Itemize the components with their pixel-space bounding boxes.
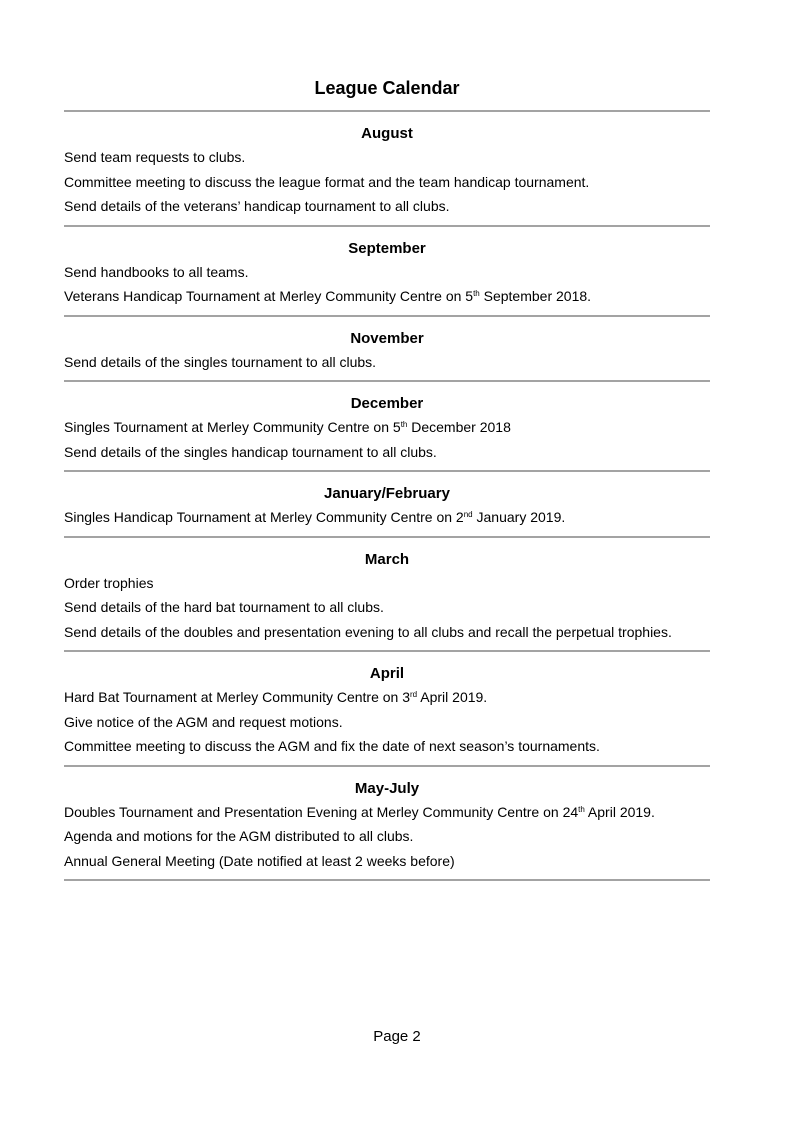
- section-heading: May-July: [354, 779, 420, 797]
- list-item: Singles Tournament at Merley Community Centre on 5th December 2018: [64, 419, 511, 435]
- section-heading: March: [364, 550, 410, 568]
- list-item: Hard Bat Tournament at Merley Community Centre on 3rd April 2019.: [64, 689, 488, 705]
- list-item: Give notice of the AGM and request motions.: [64, 713, 343, 730]
- list-item: Order trophies: [64, 574, 154, 591]
- list-item: Singles Handicap Tournament at Merley Community Centre on 2nd January 2019.: [64, 509, 566, 525]
- list-item: Doubles Tournament and Presentation Evening at Merley Community Centre on 24th April 2019.: [64, 803, 655, 820]
- list-item: Send details of the hard bat tournament to all clubs.: [64, 599, 384, 615]
- section-may-july: [64, 778, 710, 880]
- divider: [64, 380, 710, 382]
- section-heading: August: [361, 125, 413, 142]
- section-january-february: [64, 483, 710, 536]
- calendar-body: [64, 110, 710, 881]
- section-heading: December: [350, 395, 424, 412]
- list-item: Send details of the singles handicap tournament to all clubs.: [64, 443, 437, 460]
- divider: [64, 650, 710, 652]
- section-heading: November: [350, 329, 424, 347]
- list-item: Annual General Meeting (Date notified at least 2 weeks before): [64, 852, 455, 869]
- list-item: Committee meeting to discuss the AGM and fix the date of next season’s tournaments.: [64, 738, 600, 754]
- page-title: League Calendar: [314, 78, 460, 98]
- list-item: Agenda and motions for the AGM distributed to all clubs.: [64, 828, 414, 844]
- list-item: Send team requests to clubs.: [64, 149, 246, 165]
- section-march: [64, 549, 710, 651]
- list-item: Send details of the singles tournament to all clubs.: [64, 353, 377, 370]
- divider: [64, 765, 710, 767]
- divider: [64, 470, 710, 472]
- section-heading: January/February: [324, 485, 450, 502]
- section-september: [64, 238, 710, 315]
- section-heading: September: [348, 239, 426, 257]
- divider: [64, 536, 710, 538]
- section-august: [64, 123, 710, 225]
- list-item: Send details of the veterans’ handicap tournament to all clubs.: [64, 198, 450, 214]
- list-item: Committee meeting to discuss the league format and the team handicap tournament.: [64, 173, 590, 190]
- divider: [64, 225, 710, 227]
- divider: [64, 110, 710, 112]
- section-heading: April: [369, 665, 405, 682]
- list-item: Veterans Handicap Tournament at Merley Community Centre on 5th September 2018.: [64, 288, 592, 304]
- list-item: Send handbooks to all teams.: [64, 263, 249, 280]
- section-april: [64, 663, 710, 765]
- list-item: Send details of the doubles and presentation evening to all clubs and recall the perpetual trophies.: [64, 623, 672, 640]
- section-november: [64, 328, 710, 381]
- page-number: Page 2: [373, 1028, 421, 1045]
- divider: [64, 315, 710, 317]
- divider: [64, 879, 710, 881]
- section-december: [64, 393, 710, 470]
